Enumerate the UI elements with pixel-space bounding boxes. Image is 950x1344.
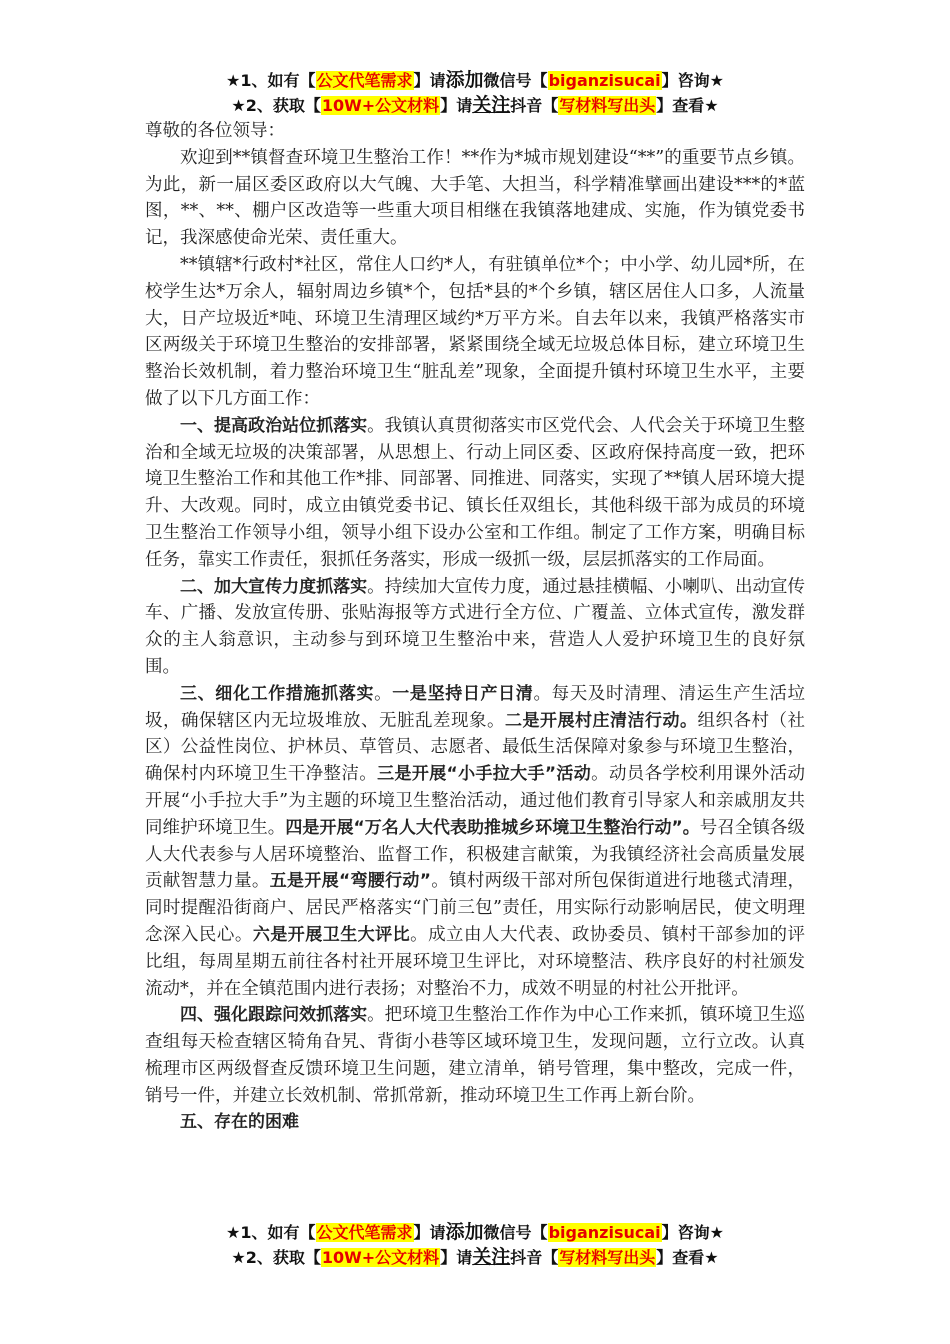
section-4: 四、强化跟踪问效抓落实。把环境卫生整治工作作为中心工作来抓，镇环境卫生巡查组每天检查辖区犄角旮旯、背街小巷等区域环境卫生，发现问题，立行立改。认真梳理市区两级督查反馈环境卫生问题，建立清单，销号管理，集中整改，完成一件，销号一件，并建立长效机制、常抓常新，推动环境卫生工作再上新台阶。: [145, 1005, 806, 1106]
paragraph-overview: **镇辖*行政村*社区，常住人口约*人，有驻镇单位*个；中小学、幼儿园*所，在校学生达*万余人，辐射周边乡镇*个，包括*县的*个乡镇，辖区居住人口多，人流量大，日产垃圾近*吨、环境卫生清理区域约*万平方米。自去年以来，我镇严格落实市区两级关于环境卫生整治的安排部署，紧紧围绕全域无垃圾总体目标，建立环境卫生整治长效机制，着力整治环境卫生“脏乱差”现象，全面提升镇村环境卫生水平，主要做了以下几方面工作：: [145, 254, 805, 409]
section-1: 一、提高政治站位抓落实。我镇认真贯彻落实市区党代会、人代会关于环境卫生整治和全域无垃圾的决策部署，从思想上、行动上同区委、区政府保持高度一致，把环境卫生整治工作和其他工作*排、同部署、同推进、同落实，实现了**镇人居环境大提升、大改观。同时，成立由镇党委书记、镇长任双组长，其他科级干部为成员的环境卫生整治工作领导小组，领导小组下设办公室和工作组。制定了工作方案，明确目标任务，靠实工作责任，狠抓任务落实，形成一级抓一级，层层抓落实的工作局面。: [145, 415, 806, 570]
section-5: [145, 1109, 805, 1136]
bottom-banner-line-1: ★1、如有【公文代笔需求】请添加微信号【biganzisucai】咨询★: [226, 1221, 724, 1243]
top-banner-line-1: ★1、如有【公文代笔需求】请添加微信号【biganzisucai】咨询★: [226, 69, 724, 91]
section-3-heading: 三、细化工作措施抓落实: [180, 683, 375, 704]
highlight-materials: 10W+公文材料: [321, 96, 440, 115]
paragraph-intro: 欢迎到**镇督查环境卫生整治工作！**作为*城市规划建设“**”的重要节点乡镇。为此，新一届区委区政府以大气魄、大手笔、大担当，科学精准擘画出建设***的*蓝图，**、**、棚户区改造等一些重大项目相继在我镇落地建成、实施，作为镇党委书记，我深感使命光荣、责任重大。: [145, 147, 805, 249]
section-2: 二、加大宣传力度抓落实。持续加大宣传力度，通过悬挂横幅、小喇叭、出动宣传车、广播、发放宣传册、张贴海报等方式进行全方位、广覆盖、立体式宣传，激发群众的主人翁意识，主动参与到环境卫生整治中来，营造人人爱护环境卫生的良好氛围。: [145, 576, 806, 677]
top-banner-line-2: ★2、获取【10W+公文材料】请关注抖音【写材料写出头】查看★: [231, 94, 719, 116]
section-2-heading: 二、加大宣传力度抓落实: [180, 576, 368, 597]
document-body: [145, 118, 805, 1136]
section-4-heading: 四、强化跟踪问效抓落实: [180, 1005, 368, 1026]
section-5-heading: 五、存在的困难: [180, 1112, 299, 1133]
bottom-banner-line-2: ★2、获取【10W+公文材料】请关注抖音【写材料写出头】查看★: [231, 1246, 719, 1268]
greeting: 尊敬的各位领导：: [145, 121, 285, 141]
highlight-douyin: 写材料写出头: [559, 96, 656, 115]
highlight-wechat-id: biganzisucai: [548, 71, 661, 90]
section-3: 三、细化工作措施抓落实。一是坚持日产日清。每天及时清理、清运生产生活垃圾，确保辖区内无垃圾堆放、无脏乱差现象。二是开展村庄清洁行动。组织各村（社区）公益性岗位、护林员、草管员、志愿者、最低生活保障对象参与环境卫生整治，确保村内环境卫生干净整洁。三是开展“小手拉大手”活动。动员各学校利用课外活动开展“小手拉大手”为主题的环境卫生整治活动，通过他们教育引导家人和亲戚朋友共同维护环境卫生。四是开展“万名人大代表助推城乡环境卫生整治行动”。号召全镇各级人大代表参与人居环境整治、监督工作，积极建言献策，为我镇经济社会高质量发展贡献智慧力量。五是开展“弯腰行动”。镇村两级干部对所包保街道进行地毯式清理，同时提醒沿街商户、居民严格落实“门前三包”责任，用实际行动影响居民，使文明理念深入民心。六是开展卫生大评比。成立由人大代表、政协委员、镇村干部参加的评比组，每周星期五前往各村社开展环境卫生评比，对环境整洁、秩序良好的村社颁发流动*，并在全镇范围内进行表扬；对整治不力，成效不明显的村社公开批评。: [145, 683, 806, 999]
highlight-service: 公文代笔需求: [316, 71, 413, 90]
section-1-heading: 一、提高政治站位抓落实: [180, 415, 368, 436]
